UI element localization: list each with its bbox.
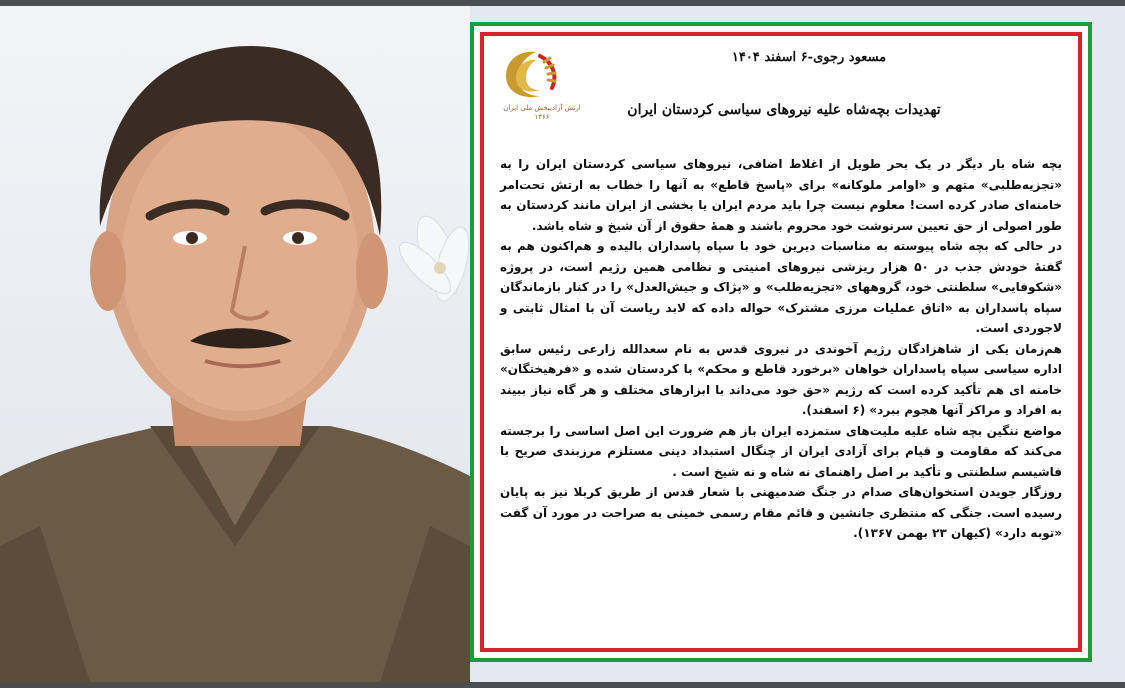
article-byline: مسعود رجوی-۶ اسفند ۱۴۰۴ [731,50,887,65]
nla-logo [496,46,581,121]
article-paragraph: مواضع ننگین بچه شاه علیه ملیت‌های ستمزده ایران باز هم ضرورت این اصل اساسی را برجسته می‌کند که مقاومت و قیام برای آزادی ایران از چنگال استبداد دینی مستلزم مرزبندی صریح با فاشیسم سلطنتی و تأکید بر اصل راهنمای نه شاه و نه شیخ است . [500,423,1062,479]
bottom-bar [0,682,1125,688]
portrait-illustration [0,6,470,682]
article-paragraph: روزگار جویدن استخوان‌های صدام در جنگ ضدمیهنی با شعار قدس از طریق کربلا نیز به پایان رسیده است. جنگی که منتظری جانشین و قائم مقام رسمی خمینی به صراحت در مورد آن گفت «توبه دارد» (کیهان ۲۳ بهمن ۱۳۶۷). [500,485,1062,540]
article-sheet [484,36,1078,648]
article-headline: تهدیدات بچه‌شاه علیه نیروهای سیاسی کردستان ایران [627,102,941,118]
logo-emblem-icon [496,46,566,102]
article-paragraph: بچه شاه بار دیگر در یک بحر طویل از اغلاط اضافی، نیروهای سیاسی کردستان ایران را به «تجزیه‌طلبی» متهم و «اوامر ملوکانه» برای «پاسخ قاطع» به آنها را خطاب به ارتش تحت‌امر خامنه‌ای صادر کرده است! معلوم نیست چرا باید مردم ایران یا بخشی از ایران مانند کردستان به طور اصولی از حق تعیین سرنوشت خود محروم باشند و همهٔ حقوق از آن شیخ و شاه باشد. [500,157,1062,233]
logo-caption: ارتش آزادیبخش ملی ایران ۱۳۶۶ [503,104,581,121]
article-body [500,154,1062,544]
portrait-photo [0,6,470,682]
article-paragraph: در حالی که بچه شاه پیوسته به مناسبات دیرین خود با سپاه پاسداران بالیده و هم‌اکنون هم به گفتهٔ خودش جذب در ۵۰ هزار ریزشی نیروهای امنیتی و نظامی همین رژیم است، در پروژه «شکوفایی» سلطنتی خود، گروههای «تجزیه‌طلب» و «پژاک و جیش‌العدل» را در کنار بازماندگان سپاه پاسداران به «اتاق عملیات مرزی مشترک» حواله داده که لابد ریاست آن با امثال ثابتی و لاجوردی است. [500,239,1062,335]
flower-decoration [392,211,470,304]
article-paragraph: هم‌زمان یکی از شاهزادگان رژیم آخوندی در نیروی قدس به نام سعدالله زارعی رئیس سابق اداره سیاسی سپاه پاسداران خواهان «برخورد قاطع و محکم» با کردستان شده و «فرهیختگان» خامنه ای هم تأکید کرده است که رژیم «حق خود می‌داند با ابزارهای مختلف و هر گاه نیاز ببیند به افراد و مراکز آنها هجوم ببرد» (۶ اسفند). [500,341,1062,417]
